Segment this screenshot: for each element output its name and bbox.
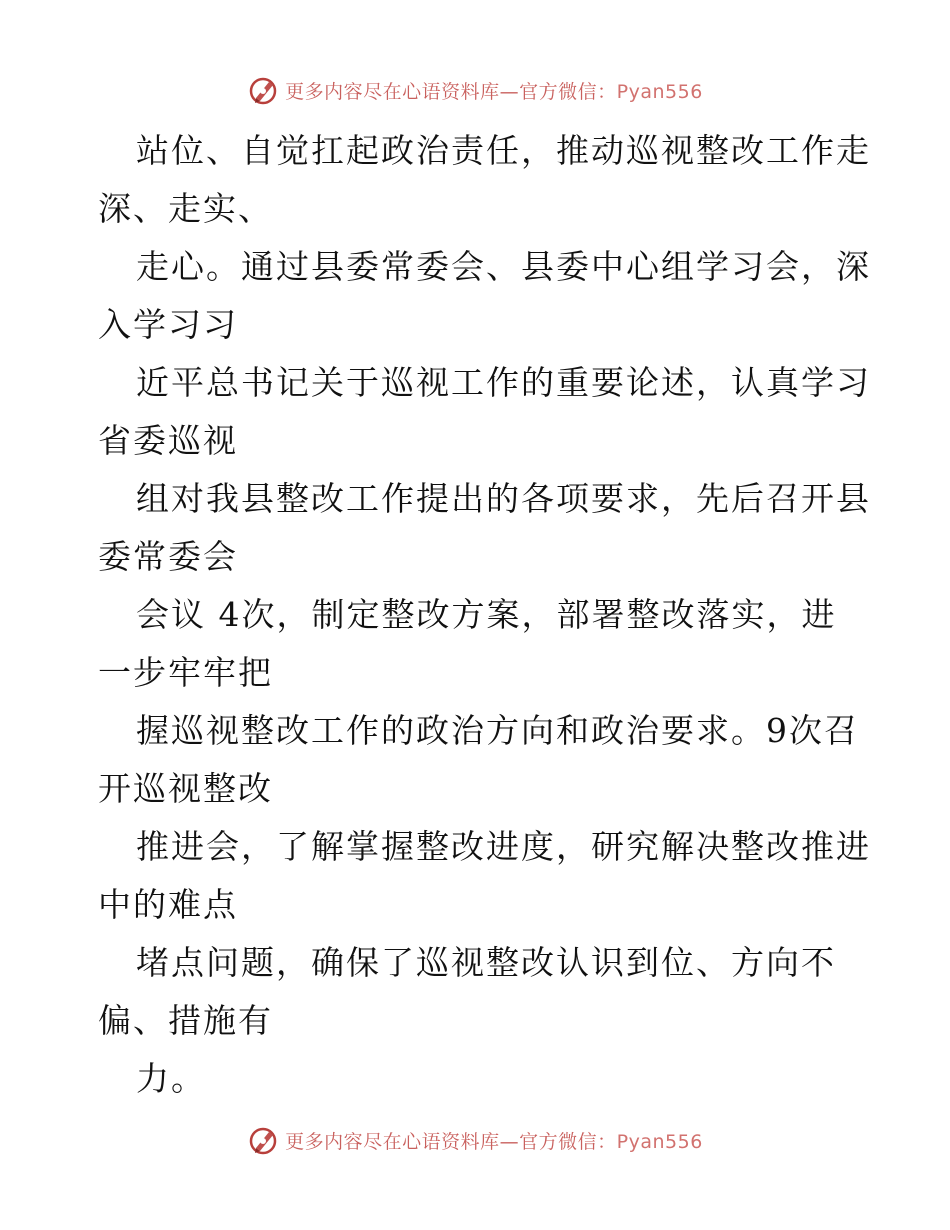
paragraph-line: 省委巡视	[98, 421, 238, 460]
paragraph-line: 委常委会	[98, 537, 238, 576]
paragraph-line: 推进会，了解掌握整改进度，研究解决整改推进	[136, 827, 871, 866]
watermark-text: 更多内容尽在心语资料库—官方微信：	[285, 1130, 617, 1153]
watermark-wechat-id: Pyan556	[616, 80, 703, 103]
paragraph-line: 力。	[136, 1059, 206, 1098]
footer-watermark	[0, 1120, 950, 1160]
paragraph-line: 会议 4次，制定整改方案，部署整改落实，进	[136, 595, 837, 634]
document-body	[98, 122, 871, 1108]
watermark-text: 更多内容尽在心语资料库—官方微信：	[285, 80, 617, 103]
paragraph-line: 一步牢牢把	[98, 653, 273, 692]
pen-logo-icon	[247, 74, 279, 106]
paragraph-line: 握巡视整改工作的政治方向和政治要求。9次召	[136, 711, 859, 750]
paragraph-line: 中的难点	[98, 885, 238, 924]
paragraph-line: 站位、自觉扛起政治责任，推动巡视整改工作走	[136, 131, 871, 170]
header-watermark	[0, 70, 950, 110]
paragraph-line: 组对我县整改工作提出的各项要求，先后召开县	[136, 479, 871, 518]
paragraph-line: 入学习习	[98, 305, 238, 344]
paragraph-line: 开巡视整改	[98, 769, 273, 808]
paragraph-line: 走心。通过县委常委会、县委中心组学习会，深	[136, 247, 871, 286]
paragraph-line: 近平总书记关于巡视工作的重要论述，认真学习	[136, 363, 871, 402]
pen-logo-icon	[247, 1124, 279, 1156]
paragraph-line: 堵点问题，确保了巡视整改认识到位、方向不	[136, 943, 836, 982]
paragraph-line: 深、走实、	[98, 189, 273, 228]
paragraph-line: 偏、措施有	[98, 1001, 273, 1040]
watermark-wechat-id: Pyan556	[616, 1130, 703, 1153]
